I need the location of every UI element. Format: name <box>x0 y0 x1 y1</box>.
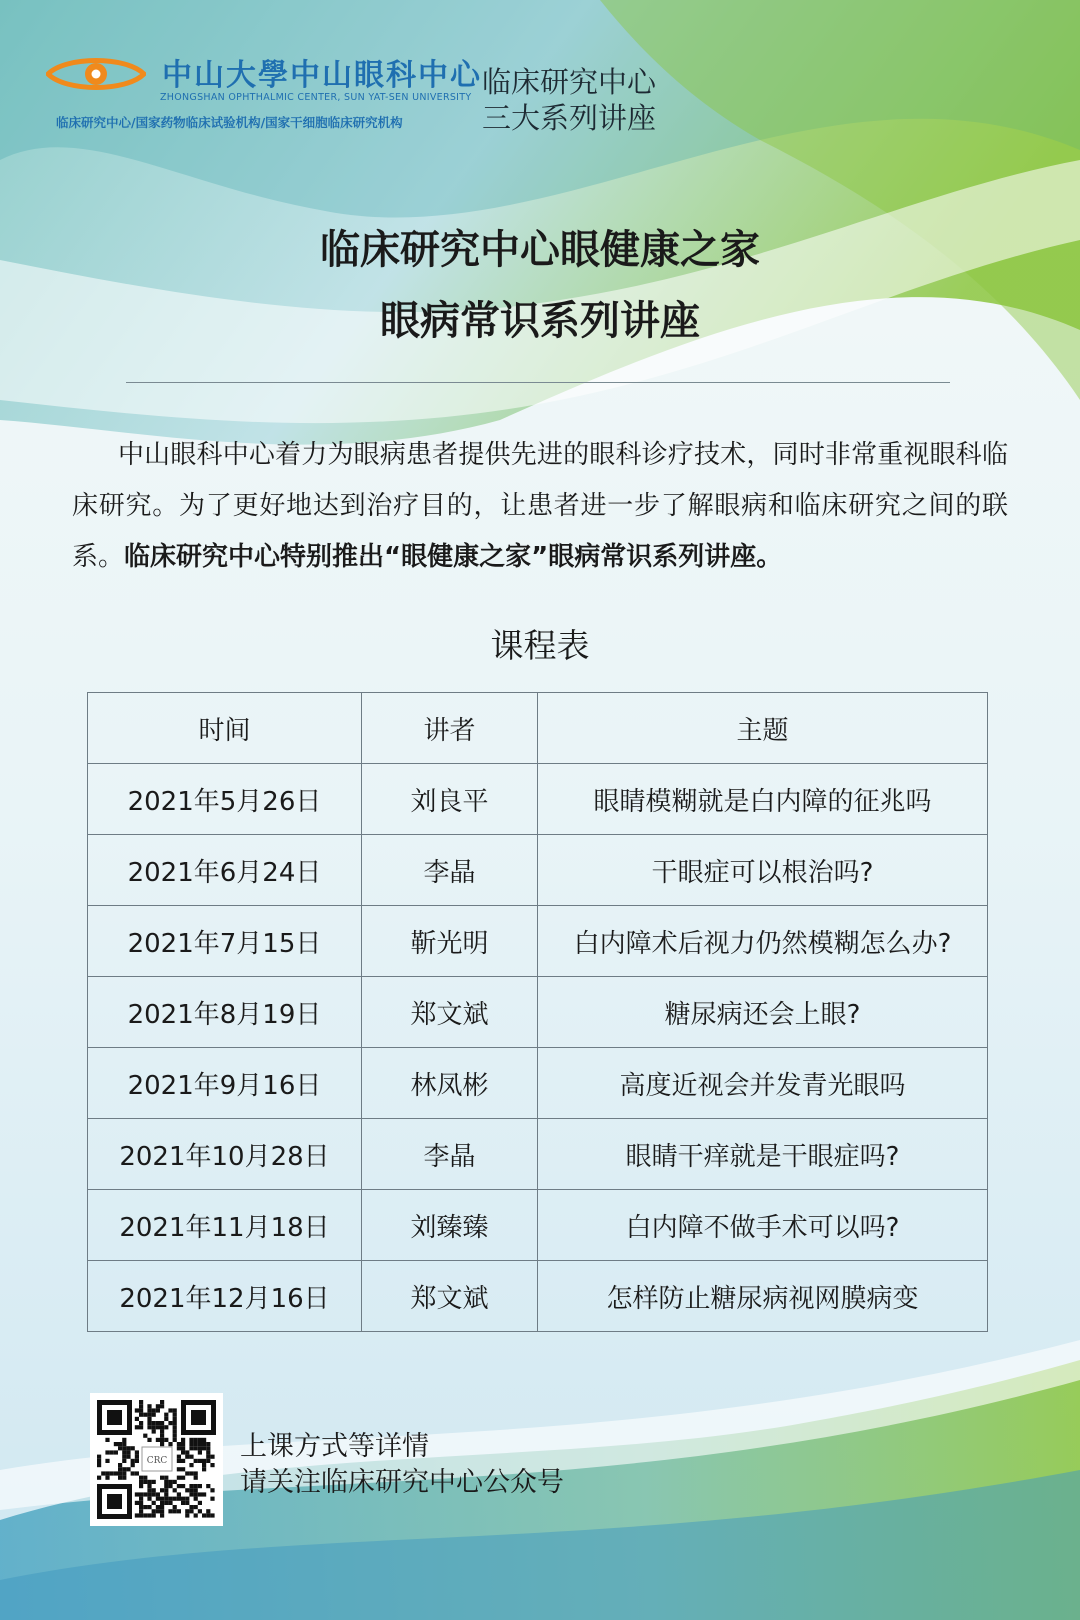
qr-module <box>135 1408 139 1412</box>
schedule-row <box>88 764 988 835</box>
qr-module <box>139 1492 143 1496</box>
qr-module <box>139 1509 143 1513</box>
row-date: 2021年10月28日 <box>88 1119 362 1190</box>
qr-module <box>173 1480 177 1484</box>
qr-module <box>173 1417 177 1421</box>
qr-module <box>181 1450 185 1454</box>
qr-module <box>194 1438 198 1442</box>
qr-module <box>156 1509 160 1513</box>
qr-module <box>168 1442 172 1446</box>
qr-module <box>185 1497 189 1501</box>
poster-title-line1: 临床研究中心眼健康之家 <box>320 227 760 273</box>
qr-module <box>210 1455 214 1459</box>
qr-module <box>173 1505 177 1509</box>
qr-module <box>168 1484 172 1488</box>
row-date: 2021年6月24日 <box>88 835 362 906</box>
qr-module <box>177 1509 181 1513</box>
logo-english-name: ZHONGSHAN OPHTHALMIC CENTER, SUN YAT-SEN UNIVERSITY <box>160 92 472 103</box>
qr-module <box>105 1438 109 1442</box>
qr-module <box>160 1509 164 1513</box>
qr-module <box>202 1442 206 1446</box>
row-topic: 高度近视会并发青光眼吗 <box>538 1048 988 1119</box>
qr-module <box>194 1442 198 1446</box>
qr-module <box>198 1459 202 1463</box>
qr-module <box>160 1513 164 1517</box>
qr-module <box>152 1421 156 1425</box>
logo-chinese-name: 中山大學中山眼科中心 <box>162 58 482 93</box>
row-topic: 眼睛干痒就是干眼症吗? <box>538 1119 988 1190</box>
qr-module <box>135 1492 139 1496</box>
qr-module <box>114 1442 118 1446</box>
qr-module <box>198 1501 202 1505</box>
qr-module <box>168 1480 172 1484</box>
qr-module <box>131 1459 135 1463</box>
qr-module <box>202 1463 206 1467</box>
qr-module <box>177 1484 181 1488</box>
qr-module <box>152 1408 156 1412</box>
qr-module <box>160 1429 164 1433</box>
qr-module <box>122 1450 126 1454</box>
qr-module <box>189 1505 193 1509</box>
qr-module <box>156 1425 160 1429</box>
qr-finder-top-left <box>97 1400 132 1435</box>
qr-module <box>147 1417 151 1421</box>
qr-module <box>185 1471 189 1475</box>
qr-code-icon <box>90 1393 223 1526</box>
qr-module <box>147 1408 151 1412</box>
qr-module <box>156 1438 160 1442</box>
qr-module <box>139 1513 143 1517</box>
qr-module <box>185 1501 189 1505</box>
qr-module <box>198 1446 202 1450</box>
qr-module <box>206 1509 210 1513</box>
qr-module <box>168 1501 172 1505</box>
row-speaker: 李晶 <box>362 835 538 906</box>
qr-module <box>139 1408 143 1412</box>
qr-module <box>160 1442 164 1446</box>
qr-module <box>185 1509 189 1513</box>
qr-module <box>164 1480 168 1484</box>
qr-module <box>139 1505 143 1509</box>
qr-module <box>168 1497 172 1501</box>
header-topic: 主题 <box>538 693 988 764</box>
qr-module <box>198 1492 202 1496</box>
qr-module <box>126 1455 130 1459</box>
qr-module <box>118 1471 122 1475</box>
row-speaker: 郑文斌 <box>362 977 538 1048</box>
qr-module <box>181 1442 185 1446</box>
qr-module <box>164 1501 168 1505</box>
qr-module <box>181 1497 185 1501</box>
qr-module <box>198 1438 202 1442</box>
qr-module <box>139 1484 143 1488</box>
footer-info-line2: 请关注临床研究中心公众号 <box>240 1467 564 1498</box>
intro-paragraph <box>72 430 1008 583</box>
qr-module <box>160 1488 164 1492</box>
qr-module <box>206 1513 210 1517</box>
zoc-logo-icon <box>46 52 146 96</box>
qr-module <box>173 1497 177 1501</box>
qr-module <box>122 1471 126 1475</box>
qr-center-label: CRC <box>146 1456 168 1466</box>
qr-code[interactable] <box>90 1393 223 1526</box>
row-speaker: 林凤彬 <box>362 1048 538 1119</box>
qr-module <box>131 1463 135 1467</box>
qr-module <box>105 1450 109 1454</box>
qr-module <box>110 1471 114 1475</box>
qr-module <box>105 1459 109 1463</box>
qr-module <box>194 1446 198 1450</box>
qr-module <box>194 1492 198 1496</box>
qr-module <box>156 1492 160 1496</box>
qr-module <box>198 1509 202 1513</box>
qr-module <box>164 1492 168 1496</box>
qr-module <box>160 1476 164 1480</box>
row-date: 2021年11月18日 <box>88 1190 362 1261</box>
qr-module <box>189 1446 193 1450</box>
qr-module <box>177 1492 181 1496</box>
qr-module <box>189 1471 193 1475</box>
qr-module <box>173 1413 177 1417</box>
qr-module <box>135 1471 139 1475</box>
qr-module <box>156 1404 160 1408</box>
row-topic: 怎样防止糖尿病视网膜病变 <box>538 1261 988 1332</box>
schedule-row <box>88 1119 988 1190</box>
qr-module <box>147 1484 151 1488</box>
qr-module <box>181 1438 185 1442</box>
qr-module <box>185 1488 189 1492</box>
qr-module <box>122 1438 126 1442</box>
series-label-line2: 三大系列讲座 <box>482 101 657 135</box>
qr-module <box>126 1446 130 1450</box>
qr-module <box>210 1488 214 1492</box>
qr-module <box>105 1471 109 1475</box>
qr-module <box>122 1455 126 1459</box>
qr-module <box>181 1446 185 1450</box>
qr-module <box>173 1509 177 1513</box>
qr-module <box>147 1480 151 1484</box>
qr-module <box>97 1459 101 1463</box>
qr-module <box>168 1509 172 1513</box>
row-date: 2021年12月16日 <box>88 1261 362 1332</box>
qr-module <box>126 1467 130 1471</box>
qr-module <box>206 1450 210 1454</box>
qr-module <box>198 1484 202 1488</box>
qr-module <box>152 1413 156 1417</box>
qr-module <box>139 1476 143 1480</box>
qr-module <box>139 1480 143 1484</box>
qr-module <box>118 1446 122 1450</box>
header-speaker: 讲者 <box>362 693 538 764</box>
qr-module <box>101 1471 105 1475</box>
qr-module <box>173 1429 177 1433</box>
qr-module <box>143 1492 147 1496</box>
row-date: 2021年7月15日 <box>88 906 362 977</box>
qr-module <box>160 1501 164 1505</box>
qr-module <box>147 1505 151 1509</box>
qr-module <box>181 1476 185 1480</box>
qr-module <box>152 1501 156 1505</box>
qr-module <box>189 1492 193 1496</box>
schedule-header-row <box>88 693 988 764</box>
qr-module <box>173 1434 177 1438</box>
qr-module <box>143 1480 147 1484</box>
qr-module <box>160 1421 164 1425</box>
qr-module <box>202 1446 206 1450</box>
qr-module <box>139 1400 143 1404</box>
qr-module <box>114 1450 118 1454</box>
qr-module <box>152 1488 156 1492</box>
qr-module <box>143 1505 147 1509</box>
row-date: 2021年5月26日 <box>88 764 362 835</box>
qr-module <box>139 1413 143 1417</box>
qr-module <box>160 1404 164 1408</box>
qr-module <box>177 1467 181 1471</box>
series-label-line1: 临床研究中心 <box>482 65 657 99</box>
qr-module <box>206 1484 210 1488</box>
qr-module <box>118 1467 122 1471</box>
footer-info-line1: 上课方式等详情 <box>240 1431 429 1462</box>
qr-module <box>164 1476 168 1480</box>
qr-module <box>202 1438 206 1442</box>
row-speaker: 郑文斌 <box>362 1261 538 1332</box>
qr-module <box>202 1467 206 1471</box>
qr-module <box>194 1488 198 1492</box>
qr-module <box>160 1425 164 1429</box>
qr-module <box>177 1476 181 1480</box>
qr-module <box>152 1480 156 1484</box>
qr-module <box>177 1442 181 1446</box>
row-speaker: 靳光明 <box>362 906 538 977</box>
row-topic: 白内障不做手术可以吗? <box>538 1190 988 1261</box>
row-date: 2021年9月16日 <box>88 1048 362 1119</box>
qr-module <box>202 1513 206 1517</box>
qr-module <box>147 1421 151 1425</box>
row-topic: 干眼症可以根治吗? <box>538 835 988 906</box>
qr-module <box>152 1509 156 1513</box>
qr-module <box>202 1459 206 1463</box>
qr-module <box>194 1513 198 1517</box>
qr-module <box>156 1497 160 1501</box>
qr-module <box>173 1421 177 1425</box>
schedule-title: 课程表 <box>490 626 590 665</box>
qr-module <box>135 1459 139 1463</box>
qr-module <box>139 1425 143 1429</box>
qr-module <box>185 1455 189 1459</box>
qr-module <box>173 1488 177 1492</box>
qr-module <box>122 1442 126 1446</box>
qr-module <box>160 1438 164 1442</box>
qr-module <box>122 1459 126 1463</box>
intro-emphasis: 临床研究中心特别推出“眼健康之家”眼病常识系列讲座。 <box>124 542 783 572</box>
qr-module <box>181 1467 185 1471</box>
qr-module <box>185 1450 189 1454</box>
row-date: 2021年8月19日 <box>88 977 362 1048</box>
qr-module <box>206 1459 210 1463</box>
qr-module <box>173 1438 177 1442</box>
qr-module <box>114 1471 118 1475</box>
qr-module <box>122 1446 126 1450</box>
qr-module <box>152 1513 156 1517</box>
qr-module <box>206 1442 210 1446</box>
qr-module <box>177 1446 181 1450</box>
qr-module <box>194 1476 198 1480</box>
qr-module <box>189 1455 193 1459</box>
schedule-row <box>88 906 988 977</box>
qr-module <box>181 1484 185 1488</box>
logo-subtitle: 临床研究中心/国家药物临床试验机构/国家干细胞临床研究机构 <box>56 115 403 130</box>
qr-finder-bottom-left <box>97 1484 132 1519</box>
qr-module <box>152 1492 156 1496</box>
qr-module <box>118 1442 122 1446</box>
qr-module <box>135 1513 139 1517</box>
qr-module <box>177 1459 181 1463</box>
qr-module <box>105 1476 109 1480</box>
qr-module <box>139 1501 143 1505</box>
qr-module <box>189 1488 193 1492</box>
qr-module <box>135 1455 139 1459</box>
qr-module <box>164 1413 168 1417</box>
row-topic: 糖尿病还会上眼? <box>538 977 988 1048</box>
qr-module <box>156 1505 160 1509</box>
qr-module <box>194 1459 198 1463</box>
row-speaker: 李晶 <box>362 1119 538 1190</box>
qr-module <box>143 1476 147 1480</box>
qr-module <box>147 1513 151 1517</box>
qr-module <box>198 1442 202 1446</box>
row-topic: 眼睛模糊就是白内障的征兆吗 <box>538 764 988 835</box>
qr-module <box>168 1408 172 1412</box>
qr-module <box>97 1463 101 1467</box>
qr-module <box>122 1476 126 1480</box>
schedule-row <box>88 1190 988 1261</box>
qr-module <box>177 1497 181 1501</box>
qr-module <box>210 1497 214 1501</box>
qr-module <box>147 1488 151 1492</box>
qr-module <box>164 1484 168 1488</box>
qr-module <box>160 1505 164 1509</box>
qr-module <box>97 1455 101 1459</box>
schedule-row <box>88 977 988 1048</box>
qr-module <box>143 1513 147 1517</box>
qr-module <box>143 1434 147 1438</box>
qr-module <box>135 1417 139 1421</box>
qr-module <box>189 1442 193 1446</box>
qr-module <box>168 1421 172 1425</box>
qr-module <box>181 1459 185 1463</box>
qr-module <box>118 1476 122 1480</box>
row-speaker: 刘良平 <box>362 764 538 835</box>
qr-module <box>164 1417 168 1421</box>
qr-module <box>164 1425 168 1429</box>
qr-module <box>152 1429 156 1433</box>
qr-module <box>185 1513 189 1517</box>
qr-module <box>206 1446 210 1450</box>
qr-module <box>147 1425 151 1429</box>
qr-module <box>126 1450 130 1454</box>
qr-module <box>143 1413 147 1417</box>
qr-module <box>131 1446 135 1450</box>
schedule-row <box>88 835 988 906</box>
qr-module <box>189 1484 193 1488</box>
qr-module <box>194 1471 198 1475</box>
qr-module <box>97 1476 101 1480</box>
qr-module <box>181 1501 185 1505</box>
qr-module <box>160 1400 164 1404</box>
qr-module <box>202 1492 206 1496</box>
schedule-row <box>88 1048 988 1119</box>
qr-module <box>206 1455 210 1459</box>
title-divider <box>126 382 950 383</box>
qr-module <box>122 1467 126 1471</box>
qr-module <box>156 1421 160 1425</box>
qr-module <box>160 1434 164 1438</box>
qr-module <box>147 1497 151 1501</box>
qr-module <box>210 1463 214 1467</box>
qr-module <box>194 1497 198 1501</box>
qr-module <box>152 1425 156 1429</box>
qr-module <box>135 1450 139 1454</box>
qr-module <box>164 1497 168 1501</box>
schedule-table <box>87 692 988 1332</box>
qr-module <box>139 1497 143 1501</box>
qr-module <box>110 1450 114 1454</box>
qr-module <box>135 1501 139 1505</box>
qr-module <box>189 1509 193 1513</box>
qr-module <box>139 1421 143 1425</box>
qr-module <box>135 1425 139 1429</box>
schedule-row <box>88 1261 988 1332</box>
qr-module <box>173 1408 177 1412</box>
qr-finder-top-right <box>181 1400 216 1435</box>
qr-module <box>189 1463 193 1467</box>
qr-module <box>194 1505 198 1509</box>
qr-module <box>177 1455 181 1459</box>
qr-module <box>210 1513 214 1517</box>
qr-module <box>147 1404 151 1408</box>
qr-module <box>164 1488 168 1492</box>
qr-module <box>147 1492 151 1496</box>
poster-title-line2: 眼病常识系列讲座 <box>380 298 700 344</box>
qr-module <box>139 1404 143 1408</box>
qr-module <box>160 1497 164 1501</box>
qr-module <box>147 1413 151 1417</box>
header-time: 时间 <box>88 693 362 764</box>
qr-module <box>164 1438 168 1442</box>
qr-module <box>194 1484 198 1488</box>
row-topic: 白内障术后视力仍然模糊怎么办? <box>538 906 988 977</box>
qr-module <box>147 1438 151 1442</box>
qr-module <box>131 1471 135 1475</box>
qr-module <box>189 1438 193 1442</box>
qr-module <box>118 1463 122 1467</box>
qr-module <box>173 1425 177 1429</box>
intro-text: 中山眼科中心着力为眼病患者提供先进的眼科诊疗技术，同时非常重视眼科临床研究。为了更好地达到治疗目的，让患者进一步了解眼病和临床研究之间的联系。 <box>72 440 1008 572</box>
qr-module <box>156 1408 160 1412</box>
row-speaker: 刘臻臻 <box>362 1190 538 1261</box>
qr-module <box>198 1450 202 1454</box>
